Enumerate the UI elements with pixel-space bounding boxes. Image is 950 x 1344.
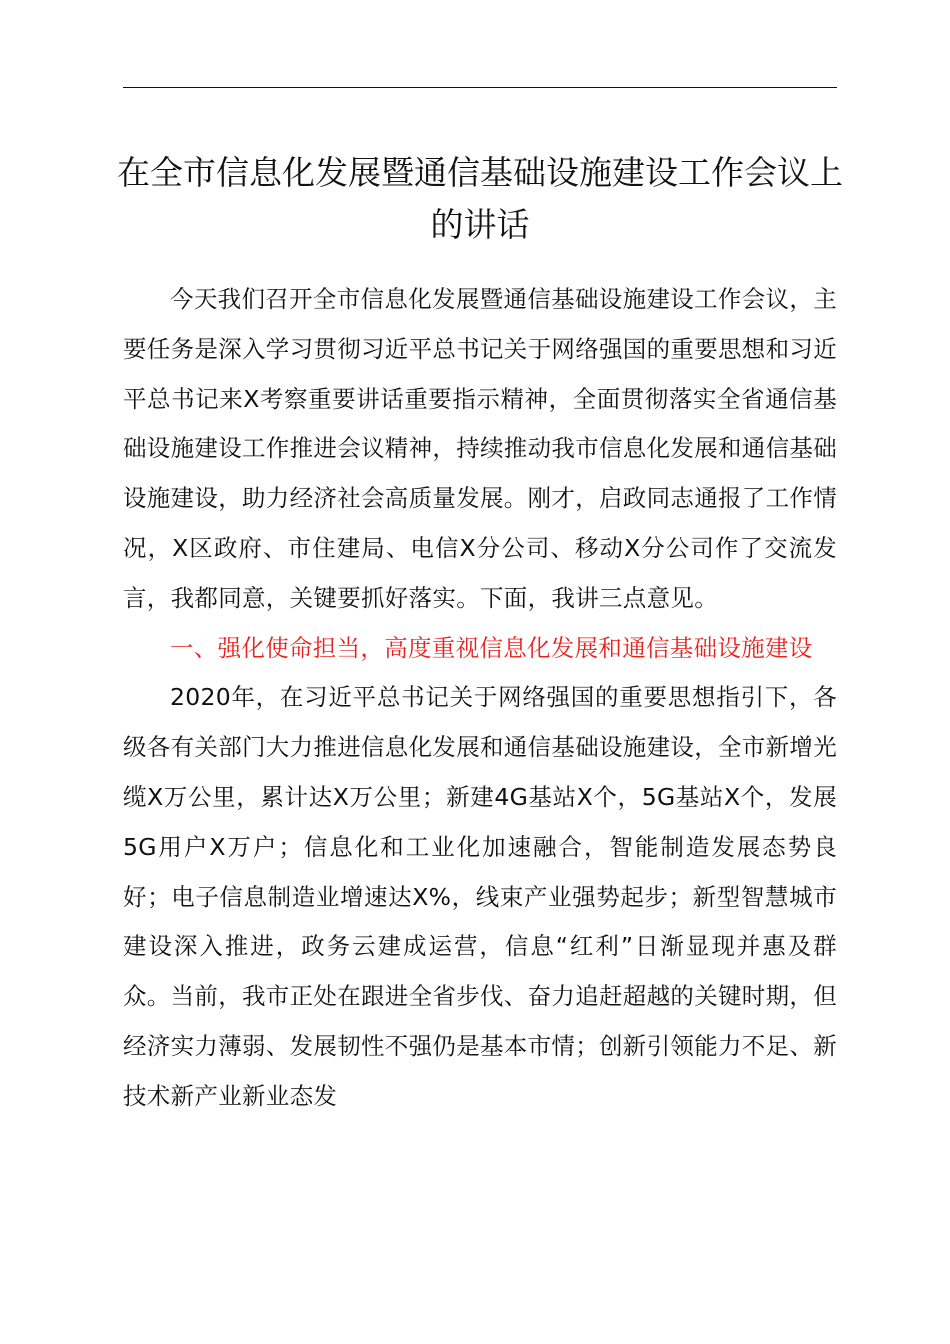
section-heading-1: 一、强化使命担当，高度重视信息化发展和通信基础设施建设 [170,633,813,662]
section-1-paragraph: 2020年，在习近平总书记关于网络强国的重要思想指引下，各级各有关部门大力推进信息化发展和通信基础设施建设，全市新增光缆X万公里，累计达X万公里；新建4G基站X个，5G基站X个，发展5G用户X万户；信息化和工业化加速融合，智能制造发展态势良好；电子信息制造业增速达X%，线束产业强势起步；新型智慧城市建设深入推进，政务云建成运营，信息“红利”日渐显现并惠及群众。当前，我市正处在跟进全省步伐、奋力追赶超越的关键时期，但经济实力薄弱、发展韧性不强仍是基本市情；创新引领能力不足、新技术新产业新业态发 [123,683,837,1110]
document-title: 在全市信息化发展暨通信基础设施建设工作会议上的讲话 [117,153,843,244]
document-body [123,275,837,1122]
header-rule [123,87,837,88]
intro-paragraph: 今天我们召开全市信息化发展暨通信基础设施建设工作会议，主要任务是深入学习贯彻习近平总书记关于网络强国的重要思想和习近平总书记来X考察重要讲话重要指示精神，全面贯彻落实全省通信基础设施建设工作推进会议精神，持续推动我市信息化发展和通信基础设施建设，助力经济社会高质量发展。刚才，启政同志通报了工作情况，X区政府、市住建局、电信X分公司、移动X分公司作了交流发言，我都同意，关键要抓好落实。下面，我讲三点意见。 [123,285,837,612]
